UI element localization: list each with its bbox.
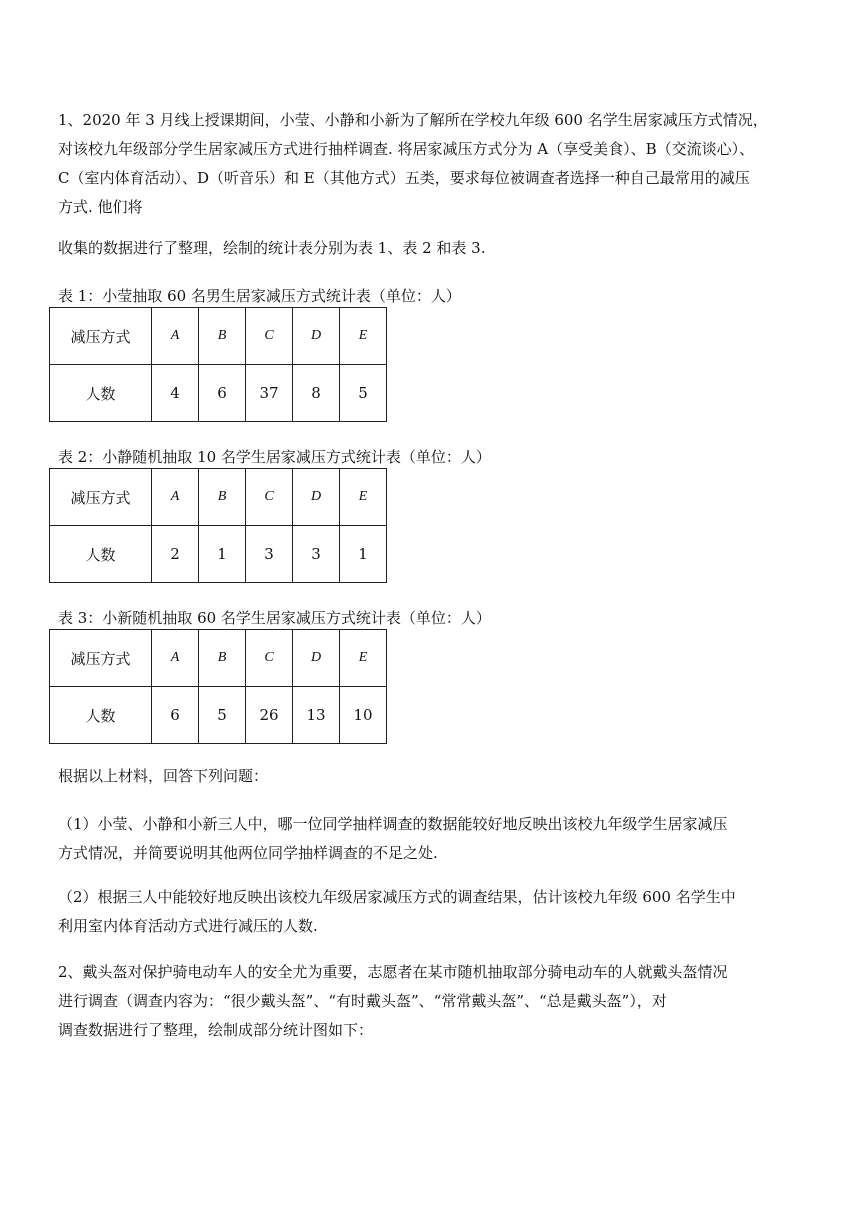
table-3-category: B	[199, 630, 246, 687]
table-1-category: D	[293, 308, 340, 365]
question-1-text	[58, 106, 808, 222]
sub-question-1	[58, 810, 808, 868]
table-1-caption: 表 1：小莹抽取 60 名男生居家减压方式统计表（单位：人）	[58, 287, 461, 305]
table-3-category: A	[152, 630, 199, 687]
table-3-category: E	[340, 630, 387, 687]
table-3-category: D	[293, 630, 340, 687]
table-1-value: 4	[152, 365, 199, 422]
table-2-value: 3	[293, 526, 340, 583]
sub1-line-2: 方式情况，并简要说明其他两位同学抽样调查的不足之处.	[58, 844, 438, 862]
q2-line-1: 2、戴头盔对保护骑电动车人的安全尤为重要，志愿者在某市随机抽取部分骑电动车的人就戴头盔情况	[58, 963, 728, 981]
table-2-category: B	[199, 469, 246, 526]
sub2-line-2: 利用室内体育活动方式进行减压的人数.	[58, 917, 318, 935]
table-2-value: 3	[246, 526, 293, 583]
table-1-header-row	[50, 308, 387, 365]
sub1-line-1: （1）小莹、小静和小新三人中，哪一位同学抽样调查的数据能较好地反映出该校九年级学生居家减压	[58, 815, 728, 833]
table-3-value: 26	[246, 687, 293, 744]
table-3-value: 6	[152, 687, 199, 744]
question-2-text	[58, 958, 808, 1045]
table-3-caption: 表 3：小新随机抽取 60 名学生居家减压方式统计表（单位：人）	[58, 609, 491, 627]
table-2-category: A	[152, 469, 199, 526]
table-1	[49, 307, 387, 422]
table-3-value: 10	[340, 687, 387, 744]
q1-line-2: 对该校九年级部分学生居家减压方式进行抽样调查. 将居家减压方式分为 A（享受美食）、B（交流谈心）、	[58, 140, 755, 158]
table-3	[49, 629, 387, 744]
table-1-category: B	[199, 308, 246, 365]
table-1-category: A	[152, 308, 199, 365]
q1-line-1: 1、2020 年 3 月线上授课期间，小莹、小静和小新为了解所在学校九年级 600 名学生居家减压方式情况，	[58, 111, 768, 129]
sub2-line-1: （2）根据三人中能较好地反映出该校九年级居家减压方式的调查结果，估计该校九年级 600 名学生中	[58, 888, 736, 906]
q2-line-3: 调查数据进行了整理，绘制成部分统计图如下：	[58, 1021, 374, 1039]
sub-question-2	[58, 883, 808, 941]
table-2-value: 1	[340, 526, 387, 583]
table-2-header-label: 减压方式	[50, 469, 152, 526]
table-1-value: 37	[246, 365, 293, 422]
table-1-value: 8	[293, 365, 340, 422]
table-2-value: 2	[152, 526, 199, 583]
table-1-value: 5	[340, 365, 387, 422]
table-1-category: C	[246, 308, 293, 365]
table-3-value-row	[50, 687, 387, 744]
table-3-value: 13	[293, 687, 340, 744]
q1-line-3: C（室内体育活动）、D（听音乐）和 E（其他方式）五类，要求每位被调查者选择一种自己最常用的减压	[58, 169, 750, 187]
table-2-category: C	[246, 469, 293, 526]
table-2-category: D	[293, 469, 340, 526]
table-1-value-row	[50, 365, 387, 422]
table-2-value: 1	[199, 526, 246, 583]
table-1-value: 6	[199, 365, 246, 422]
q2-line-2: 进行调查（调查内容为：“很少戴头盔”、“有时戴头盔”、“常常戴头盔”、“总是戴头盔”），对	[58, 992, 667, 1010]
q1-line-5: 收集的数据进行了整理，绘制的统计表分别为表 1、表 2 和表 3.	[58, 239, 486, 257]
table-2	[49, 468, 387, 583]
table-3-header-row	[50, 630, 387, 687]
table-2-row-label: 人数	[50, 526, 152, 583]
table-2-header-row	[50, 469, 387, 526]
table-2-value-row	[50, 526, 387, 583]
table-1-row-label: 人数	[50, 365, 152, 422]
table-2-caption: 表 2：小静随机抽取 10 名学生居家减压方式统计表（单位：人）	[58, 448, 491, 466]
table-1-header-label: 减压方式	[50, 308, 152, 365]
table-3-header-label: 减压方式	[50, 630, 152, 687]
table-3-category: C	[246, 630, 293, 687]
table-2-category: E	[340, 469, 387, 526]
q1-line-4: 方式. 他们将	[58, 198, 143, 216]
table-3-row-label: 人数	[50, 687, 152, 744]
table-1-category: E	[340, 308, 387, 365]
questions-intro: 根据以上材料，回答下列问题：	[58, 767, 269, 785]
table-3-value: 5	[199, 687, 246, 744]
